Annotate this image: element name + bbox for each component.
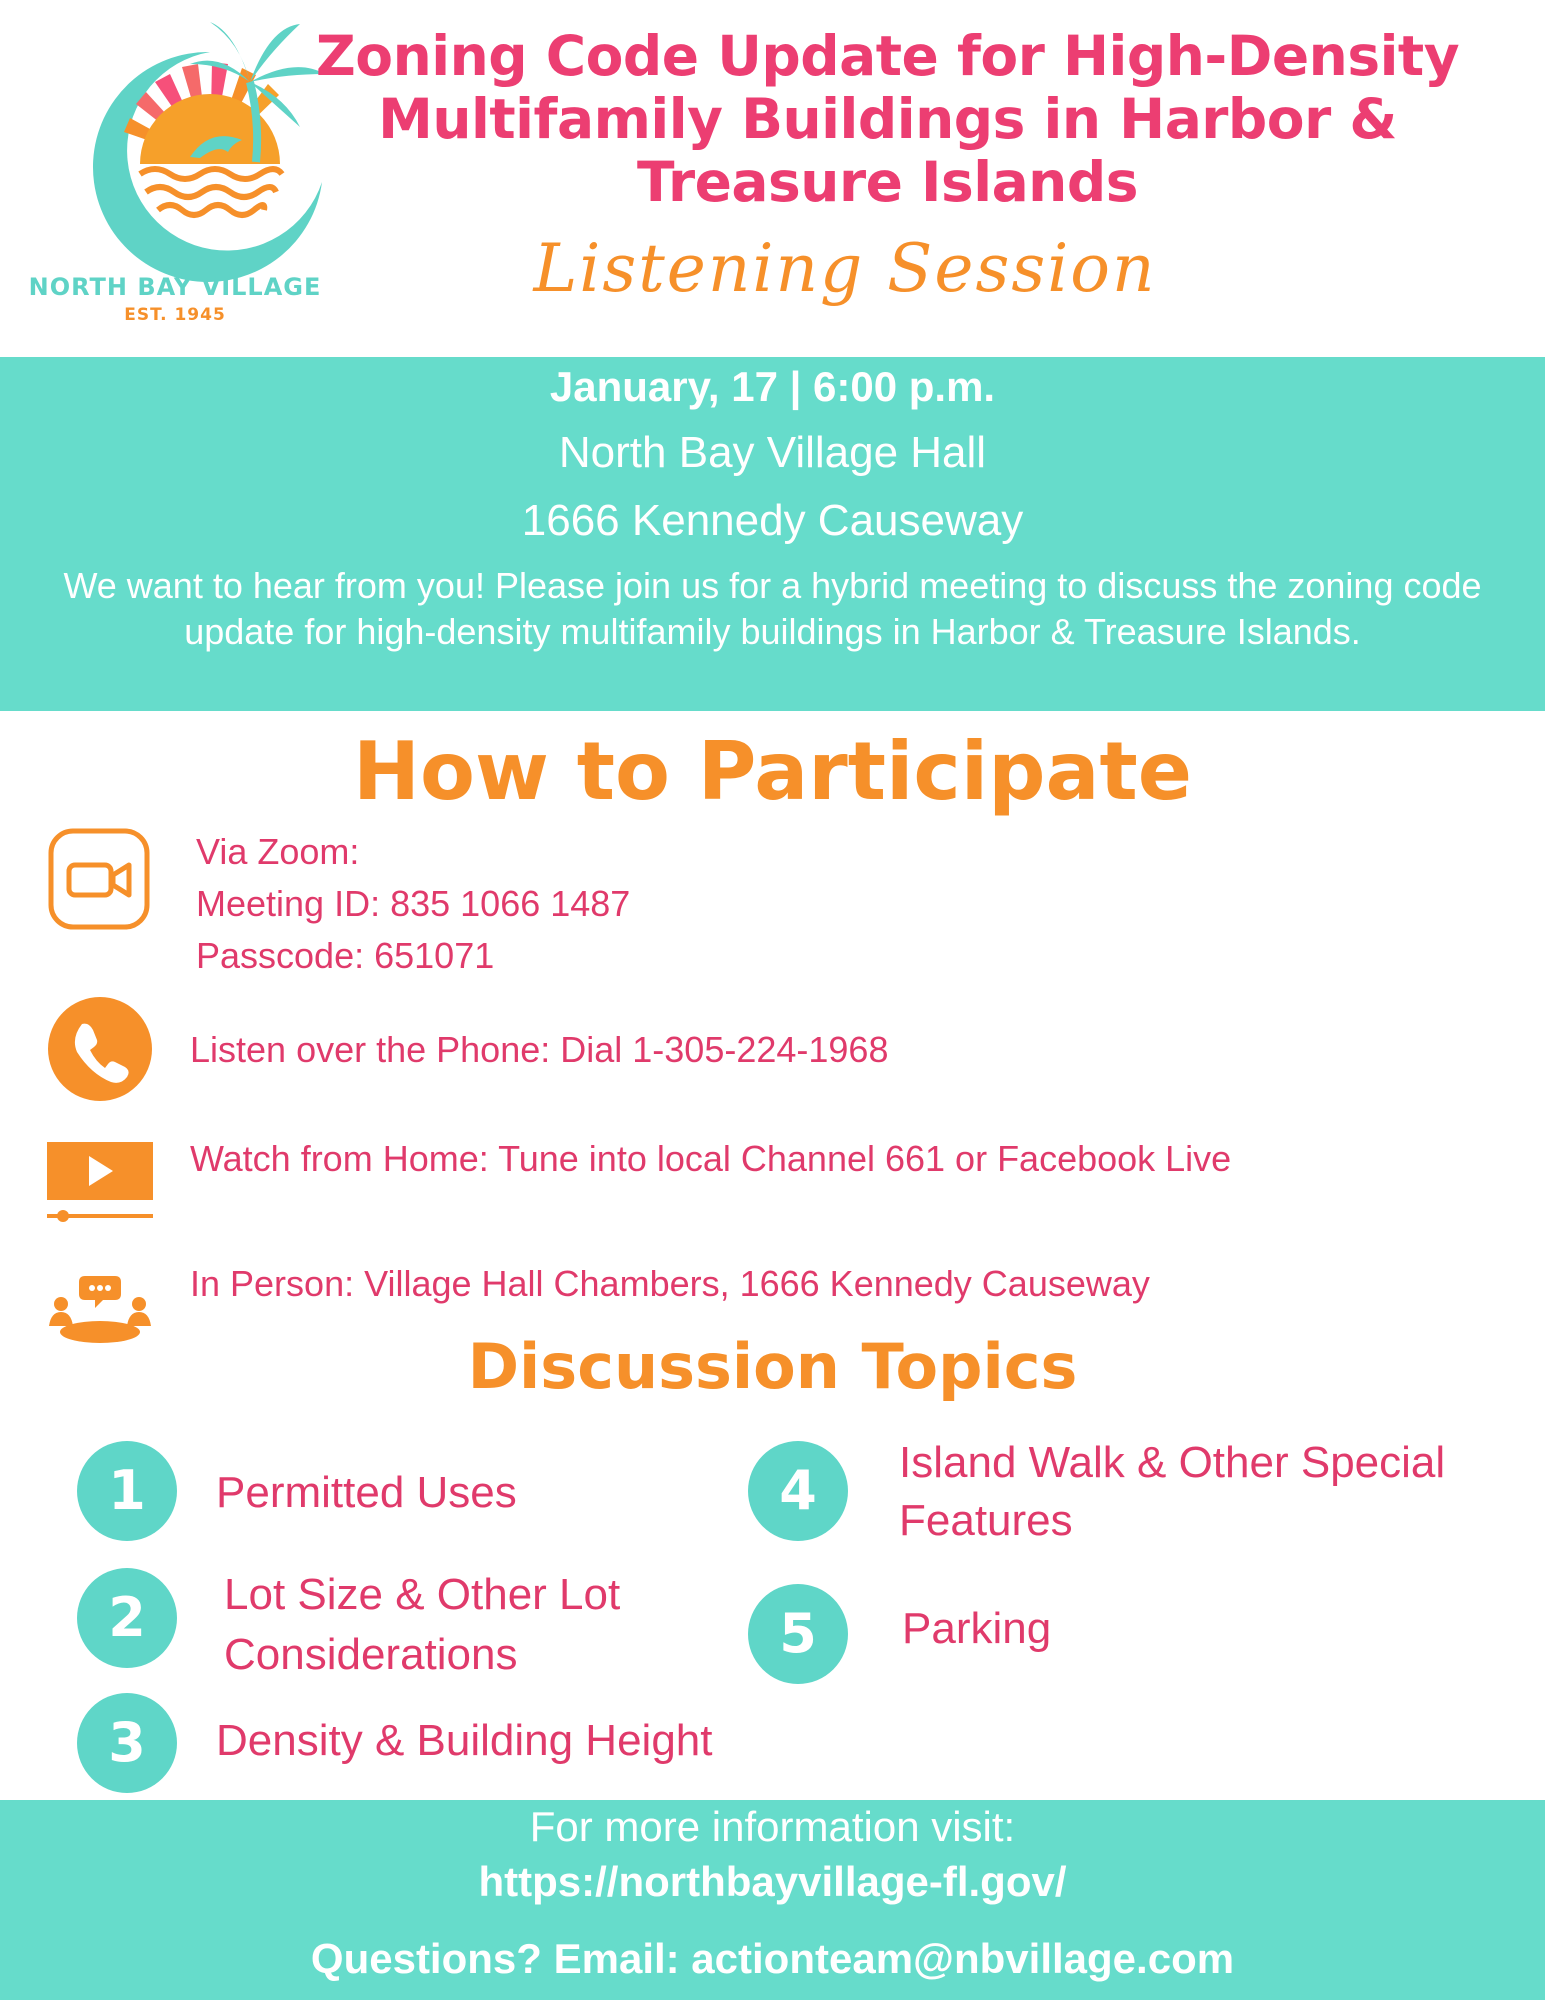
zoom-meeting-id: Meeting ID: 835 1066 1487 [196, 883, 631, 924]
in-person-text: In Person: Village Hall Chambers, 1666 Kennedy Causeway [190, 1263, 1150, 1304]
logo-name: NORTH BAY VILLAGE [28, 273, 322, 301]
topic-label: Density & Building Height [216, 1716, 713, 1765]
footer-more-info: For more information visit: [529, 1803, 1016, 1850]
event-address: 1666 Kennedy Causeway [521, 496, 1024, 545]
logo-est: EST. 1945 [124, 305, 226, 325]
video-play-icon [47, 1142, 153, 1226]
topic-number: 4 [748, 1441, 848, 1541]
event-date-time: January, 17 | 6:00 p.m. [549, 363, 996, 410]
topic-label [899, 1434, 1445, 1550]
page-subtitle: Listening Session [533, 230, 1157, 307]
topics-heading: Discussion Topics [467, 1330, 1078, 1403]
topic-label-line: Features [899, 1496, 1073, 1545]
video-camera-icon [47, 827, 151, 931]
event-description: We want to hear from you! Please join us for a hybrid meeting to discuss the zoning code update for high-density multifamily buildings in Harbor & Treasure Islands. [63, 565, 1482, 652]
watch-text: Watch from Home: Tune into local Channel 661 or Facebook Live [190, 1138, 1232, 1179]
footer-email[interactable]: Questions? Email: actionteam@nbvillage.com [310, 1935, 1235, 1982]
zoom-info [196, 826, 630, 982]
topic-label-line: Island Walk & Other Special [899, 1438, 1446, 1487]
topic-label-line: Lot Size & Other Lot [224, 1570, 621, 1619]
footer-url-link[interactable]: https://northbayvillage-fl.gov/ [478, 1858, 1067, 1905]
topic-label [224, 1565, 620, 1685]
page-title [300, 25, 1475, 214]
topic-number: 5 [748, 1584, 848, 1684]
topic-label-line: Considerations [224, 1630, 518, 1679]
event-venue: North Bay Village Hall [558, 428, 987, 477]
phone-text: Listen over the Phone: Dial 1-305-224-1968 [190, 1029, 889, 1070]
topic-label: Parking [902, 1604, 1052, 1653]
topic-number: 3 [77, 1693, 177, 1793]
title-line: Treasure Islands [637, 150, 1138, 214]
phone-icon [47, 996, 153, 1102]
zoom-label: Via Zoom: [196, 831, 360, 872]
title-line: Zoning Code Update for High-Density [315, 24, 1460, 88]
participate-heading: How to Participate [353, 725, 1192, 818]
topic-number: 2 [77, 1568, 177, 1668]
topic-number: 1 [77, 1441, 177, 1541]
topic-label: Permitted Uses [216, 1468, 517, 1517]
title-line: Multifamily Buildings in Harbor & [378, 87, 1397, 151]
zoom-passcode: Passcode: 651071 [196, 935, 495, 976]
